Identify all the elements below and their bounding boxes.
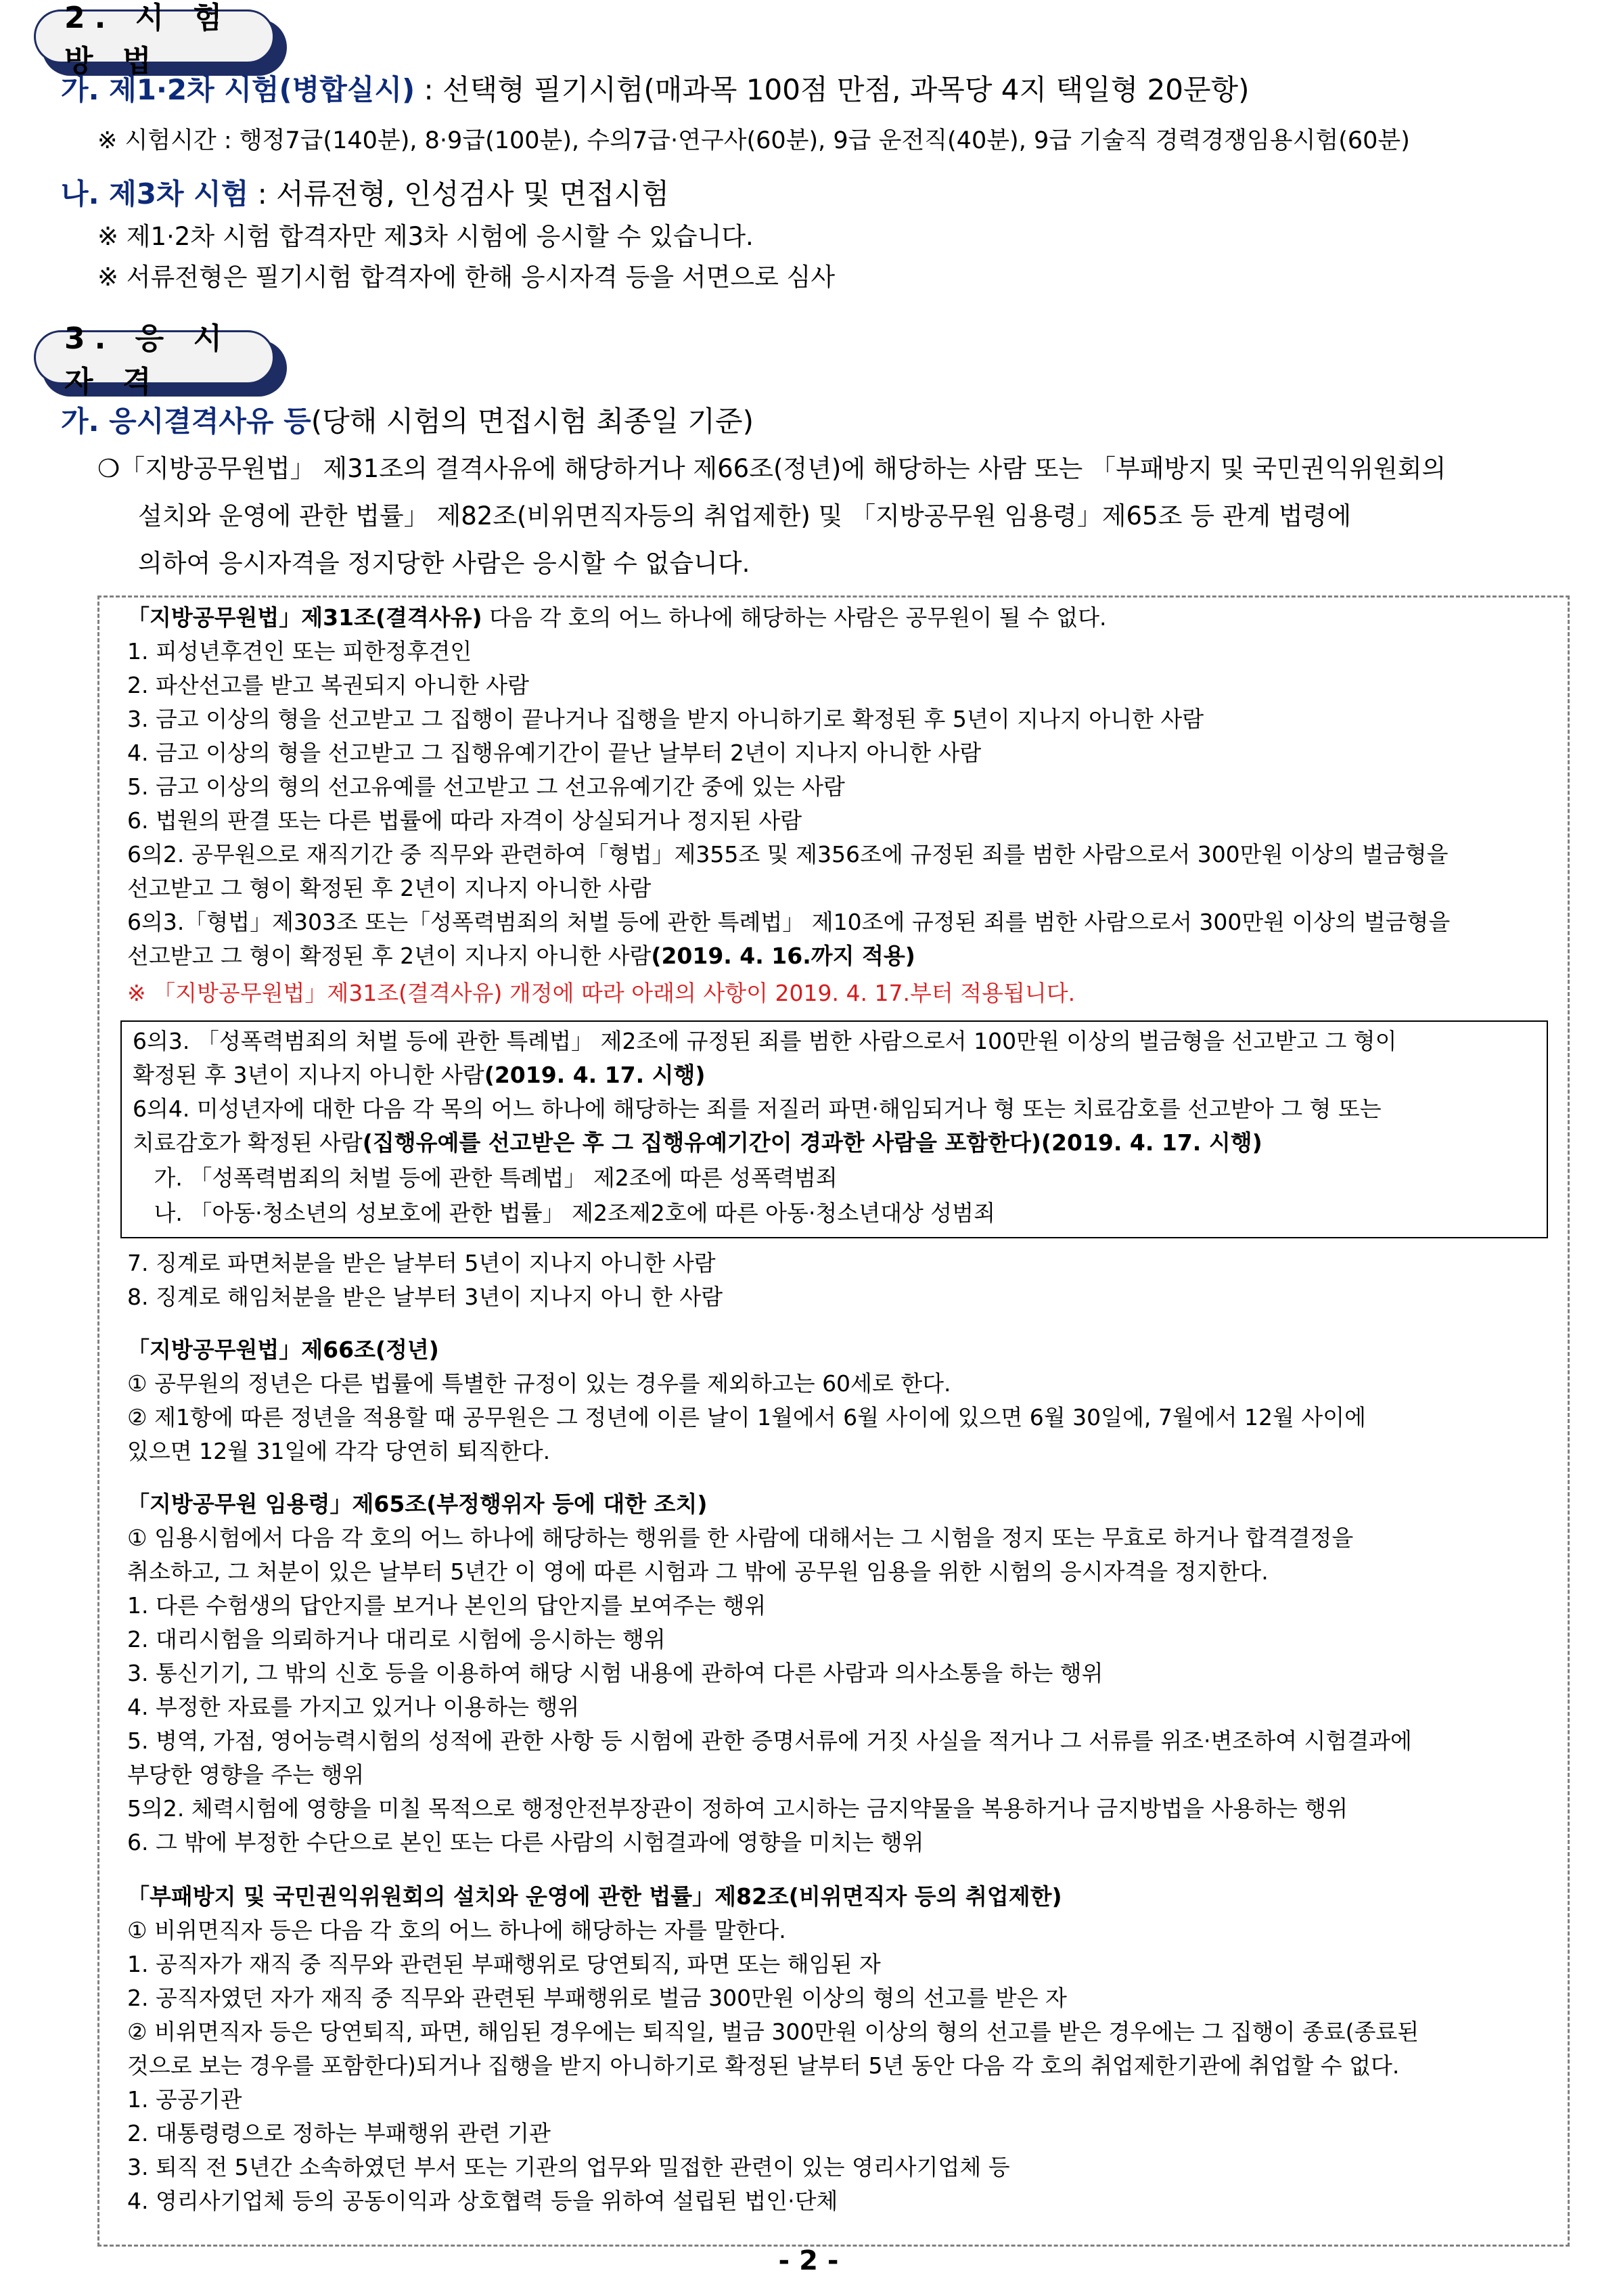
art31-item: 6의2. 공무원으로 재직기간 중 직무와 관련하여「형법」제355조 및 제356조에 규정된 죄를 범한 사람으로서 300만원 이상의 벌금형을 xyxy=(127,841,1449,868)
inner-item: 6의4. 미성년자에 대한 다음 각 목의 어느 하나에 해당하는 죄를 저질러 파면·해임되거나 형 또는 치료감호를 선고받아 그 형 또는 xyxy=(133,1096,1382,1122)
art65-line: 5. 병역, 가점, 영어능력시험의 성적에 관한 사항 등 시험에 관한 증명서류에 거짓 사실을 적거나 그 서류를 위조·변조하여 시험결과에 xyxy=(127,1728,1412,1754)
art31-item: 5. 금고 이상의 형의 선고유예를 선고받고 그 선고유예기간 중에 있는 사람 xyxy=(127,773,845,800)
section3-ga-text: (당해 시험의 면접시험 최종일 기준) xyxy=(311,405,754,438)
art31-item: 4. 금고 이상의 형을 선고받고 그 집행유예기간이 끝난 날부터 2년이 지나지 아니한 사람 xyxy=(127,740,982,766)
inner-item: 가. 「성폭력범죄의 처벌 등에 관한 특례법」 제2조에 따른 성폭력범죄 xyxy=(133,1165,838,1191)
art65-line: 1. 다른 수험생의 답안지를 보거나 본인의 답안지를 보여주는 행위 xyxy=(127,1592,767,1619)
inner-item: 나. 「아동·청소년의 성보호에 관한 법률」 제2조제2호에 따른 아동·청소년대상 성범죄 xyxy=(133,1200,995,1226)
page-number: - 2 - xyxy=(778,2245,839,2276)
art66-line: 있으면 12월 31일에 각각 당연히 퇴직한다. xyxy=(127,1438,551,1464)
art65-line: 부당한 영향을 주는 행위 xyxy=(127,1761,365,1788)
art31-63-line2: 선고받고 그 형이 확정된 후 2년이 지나지 아니한 사람 xyxy=(127,943,652,969)
art82-line: ① 비위면직자 등은 다음 각 호의 어느 하나에 해당하는 자를 말한다. xyxy=(127,1917,786,1943)
section3-item-ga xyxy=(61,405,754,438)
section2-ga-label: 가. 제1·2차 시험(병합실시) xyxy=(61,73,415,106)
section2-item-na xyxy=(61,177,669,211)
art31-item: 8. 징계로 해임처분을 받은 날부터 3년이 지나지 아니 한 사람 xyxy=(127,1284,723,1310)
art31-item: 1. 피성년후견인 또는 피한정후견인 xyxy=(127,638,472,665)
art82-line: 1. 공직자가 재직 중 직무와 관련된 부패행위로 당연퇴직, 파면 또는 해임된 자 xyxy=(127,1951,881,1977)
section2-ga-note: ※ 시험시간 : 행정7급(140분), 8·9급(100분), 수의7급·연구사(60분), 9급 운전직(40분), 9급 기술직 경력경쟁임용시험(60분) xyxy=(97,127,1410,154)
art65-line: 2. 대리시험을 의뢰하거나 대리로 시험에 응시하는 행위 xyxy=(127,1626,666,1652)
inner-63-line2: 확정된 후 3년이 지나지 아니한 사람 xyxy=(133,1062,484,1088)
art31-item: 선고받고 그 형이 확정된 후 2년이 지나지 아니한 사람 xyxy=(127,875,652,901)
art31-63-date: (2019. 4. 16.까지 적용) xyxy=(651,943,915,969)
art82-line: 3. 퇴직 전 5년간 소속하였던 부서 또는 기관의 업무와 밀접한 관련이 있는 영리사기업체 등 xyxy=(127,2154,1010,2180)
art66-line: ① 공무원의 정년은 다른 법률에 특별한 규정이 있는 경우를 제외하고는 60세로 한다. xyxy=(127,1370,951,1397)
section3-bullet-line2: 설치와 운영에 관한 법률」 제82조(비위면직자등의 취업제한) 및 「지방공무원 임용령」제65조 등 관계 법령에 xyxy=(138,501,1352,531)
section2-na-text: : 서류전형, 인성검사 및 면접시험 xyxy=(248,177,669,210)
art65-line: 취소하고, 그 처분이 있은 날부터 5년간 이 영에 따른 시험과 그 밖에 공무원 임용을 위한 시험의 응시자격을 정지한다. xyxy=(127,1558,1269,1585)
art31-title: 「지방공무원법」제31조(결격사유) xyxy=(127,604,482,631)
art65-line: 3. 통신기기, 그 밖의 신호 등을 이용하여 해당 시험 내용에 관하여 다른 사람과 의사소통을 하는 행위 xyxy=(127,1660,1103,1686)
inner-64-line2: 치료감호가 확정된 사람 xyxy=(133,1129,363,1156)
revision-notice: ※ 「지방공무원법」제31조(결격사유) 개정에 따라 아래의 사항이 2019. 4. 17.부터 적용됩니다. xyxy=(127,980,1076,1006)
art31-item: 2. 파산선고를 받고 복권되지 아니한 사람 xyxy=(127,672,529,698)
art31-item: 3. 금고 이상의 형을 선고받고 그 집행이 끝나거나 집행을 받지 아니하기로 확정된 후 5년이 지나지 아니한 사람 xyxy=(127,706,1204,732)
section3-bullet-line3: 의하여 응시자격을 정지당한 사람은 응시할 수 없습니다. xyxy=(138,549,750,578)
section2-na-note1: ※ 제1·2차 시험 합격자만 제3차 시험에 응시할 수 있습니다. xyxy=(97,222,754,251)
art82-line: 4. 영리사기업체 등의 공동이익과 상호협력 등을 위하여 설립된 법인·단체 xyxy=(127,2188,838,2214)
section-badge-qualifications xyxy=(34,321,288,399)
section2-item-ga xyxy=(61,73,1249,107)
art65-line: 4. 부정한 자료를 가지고 있거나 이용하는 행위 xyxy=(127,1694,580,1720)
inner-item: 6의3. 「성폭력범죄의 처벌 등에 관한 특례법」 제2조에 규정된 죄를 범한 사람으로서 100만원 이상의 벌금형을 선고받고 그 형이 xyxy=(133,1028,1397,1054)
inner-63-date: (2019. 4. 17. 시행) xyxy=(484,1062,706,1088)
art65-line: 5의2. 체력시험에 영향을 미칠 목적으로 행정안전부장관이 정하여 고시하는 금지약물을 복용하거나 금지방법을 사용하는 행위 xyxy=(127,1795,1348,1822)
art31-heading xyxy=(127,601,1106,635)
section2-na-label: 나. 제3차 시험 xyxy=(61,177,249,210)
art31-item: 7. 징계로 파면처분을 받은 날부터 5년이 지나지 아니한 사람 xyxy=(127,1250,716,1276)
art66-line: ② 제1항에 따른 정년을 적용할 때 공무원은 그 정년에 이른 날이 1월에서 6월 사이에 있으면 6월 30일에, 7월에서 12월 사이에 xyxy=(127,1404,1366,1431)
inner-64-date: (집행유예를 선고받은 후 그 집행유예기간이 경과한 사람을 포함한다)(2019. 4. 17. 시행) xyxy=(362,1129,1262,1156)
art82-line: 2. 공직자였던 자가 재직 중 직무와 관련된 부패행위로 벌금 300만원 이상의 형의 선고를 받은 자 xyxy=(127,1985,1067,2011)
badge-label: 2. 시 험 방 법 xyxy=(34,9,275,64)
section-badge-exam-method xyxy=(34,1,288,78)
inner-item-64-continued xyxy=(133,1126,1262,1160)
art82-line: ② 비위면직자 등은 당연퇴직, 파면, 해임된 경우에는 퇴직일, 벌금 300만원 이상의 형의 선고를 받은 경우에는 그 집행이 종료(종료된 xyxy=(127,2019,1419,2045)
art82-line: 1. 공공기관 xyxy=(127,2086,242,2113)
art31-item: 6의3.「형법」제303조 또는「성폭력범죄의 처벌 등에 관한 특례법」 제10조에 규정된 죄를 범한 사람으로서 300만원 이상의 벌금형을 xyxy=(127,909,1451,935)
art82-line: 2. 대통령령으로 정하는 부패행위 관련 기관 xyxy=(127,2120,551,2146)
art31-item-63-continued xyxy=(127,939,915,973)
art65-line: ① 임용시험에서 다음 각 호의 어느 하나에 해당하는 행위를 한 사람에 대해서는 그 시험을 정지 또는 무효로 하거나 합격결정을 xyxy=(127,1525,1354,1551)
badge-label: 3. 응 시 자 격 xyxy=(34,330,275,384)
section2-na-note2: ※ 서류전형은 필기시험 합격자에 한해 응시자격 등을 서면으로 심사 xyxy=(97,263,836,292)
inner-item-63-continued xyxy=(133,1058,705,1092)
art65-title: 「지방공무원 임용령」제65조(부정행위자 등에 대한 조치) xyxy=(127,1491,708,1517)
section3-ga-label: 가. 응시결격사유 등 xyxy=(61,405,311,438)
art82-title: 「부패방지 및 국민권익위원회의 설치와 운영에 관한 법률」제82조(비위면직자 등의 취업제한) xyxy=(127,1883,1062,1910)
art66-title: 「지방공무원법」제66조(정년) xyxy=(127,1336,439,1363)
section2-ga-text: : 선택형 필기시험(매과목 100점 만점, 과목당 4지 택일형 20문항) xyxy=(415,73,1250,106)
section3-bullet-line1: ❍「지방공무원법」 제31조의 결격사유에 해당하거나 제66조(정년)에 해당하는 사람 또는 「부패방지 및 국민권익위원회의 xyxy=(97,454,1447,483)
art82-line: 것으로 보는 경우를 포함한다)되거나 집행을 받지 아니하기로 확정된 날부터 5년 동안 다음 각 호의 취업제한기관에 취업할 수 없다. xyxy=(127,2052,1400,2079)
art31-intro: 다음 각 호의 어느 하나에 해당하는 사람은 공무원이 될 수 없다. xyxy=(482,604,1107,631)
art31-item: 6. 법원의 판결 또는 다른 법률에 따라 자격이 상실되거나 정지된 사람 xyxy=(127,807,802,834)
art65-line: 6. 그 밖에 부정한 수단으로 본인 또는 다른 사람의 시험결과에 영향을 미치는 행위 xyxy=(127,1829,924,1855)
